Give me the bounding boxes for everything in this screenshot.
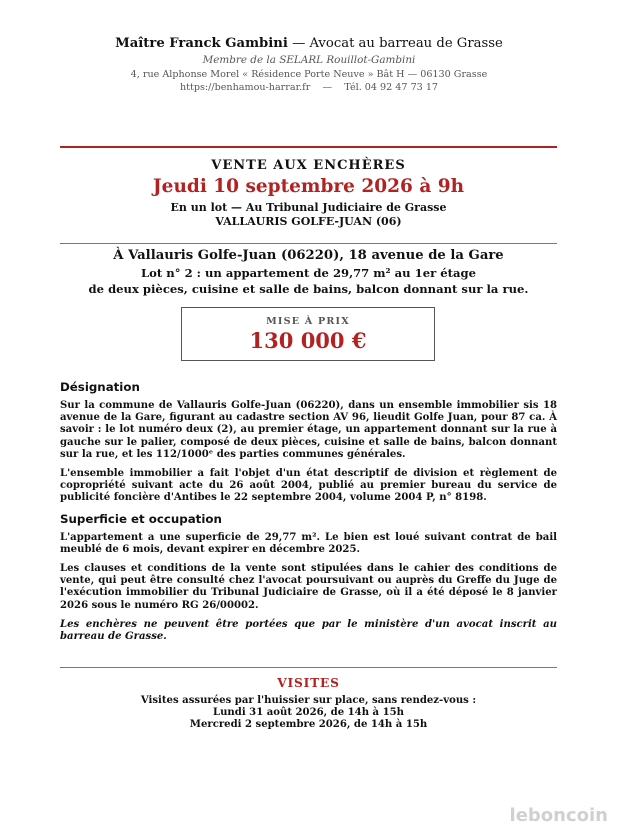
visits-block <box>60 676 557 732</box>
property-block <box>60 248 557 296</box>
office-address: 4, rue Alphonse Morel « Résidence Porte Neuve » Bât H — 06130 Grasse <box>130 69 488 80</box>
visits-intro: Visites assurées par l'huissier sur place, sans rendez-vous : <box>140 695 477 706</box>
letterhead <box>0 36 618 93</box>
website-link[interactable]: https://benhamou-harrar.fr <box>179 82 311 93</box>
visit-slot-1: Lundi 31 août 2026, de 14h à 15h <box>213 707 404 719</box>
occupation-paragraph-1: L'appartement a une superficie de 29,77 m². Le bien est loué suivant contrat de bail meublé de 6 mois, devant expirer en décembre 2025. <box>60 531 557 555</box>
lawyer-name: Maître Franck Gambini <box>115 36 288 51</box>
designation-heading: Désignation <box>60 380 140 394</box>
starting-price-box <box>181 307 435 361</box>
firm-membership: Membre de la SELARL Rouillot-Gambini <box>202 54 416 66</box>
contact-line <box>0 82 618 93</box>
header-divider <box>60 146 557 148</box>
document-body <box>60 380 557 650</box>
property-lot-line-1: Lot n° 2 : un appartement de 29,77 m² au 1er étage <box>141 266 476 280</box>
sale-block <box>60 158 557 228</box>
visits-divider <box>60 667 557 668</box>
starting-price-label: MISE À PRIX <box>266 316 350 327</box>
visit-slot-2: Mercredi 2 septembre 2026, de 14h à 15h <box>189 719 428 731</box>
visits-heading: VISITES <box>277 676 340 690</box>
designation-paragraph-1: Sur la commune de Vallauris Golfe-Juan (06220), dans un ensemble immobilier sis 18 avenue de la Gare, figurant au cadastre section AV 96, lieudit Golfe Juan, pour 87 ca. À savoir : le lot numéro deux (2), au premier étage, un appartement donnant sur la rue à gauche sur le palier, composé de deux pièces, cuisine et salle de bains, balcon donnant sur la rue, et les 112/1000ᵉ des parties communes générales. <box>60 400 557 460</box>
property-address: À Vallauris Golfe-Juan (06220), 18 avenue de la Gare <box>113 248 504 263</box>
sale-lot-line: En un lot — Au Tribunal Judiciaire de Grasse <box>170 201 447 214</box>
starting-price-value: 130 000 € <box>249 328 367 353</box>
lawyer-line <box>0 36 618 51</box>
sale-date: Jeudi 10 septembre 2026 à 9h <box>152 176 465 197</box>
property-lot-line-2: de deux pièces, cuisine et salle de bains, balcon donnant sur la rue. <box>88 282 529 296</box>
bidding-notice: Les enchères ne peuvent être portées que par le ministère d'un avocat inscrit au barreau de Grasse. <box>60 618 557 643</box>
watermark-logo: leboncoin <box>509 805 608 826</box>
sale-title: VENTE AUX ENCHÈRES <box>211 158 406 173</box>
lawyer-role: — Avocat au barreau de Grasse <box>292 36 503 51</box>
occupation-heading: Superficie et occupation <box>60 511 222 526</box>
conditions-paragraph: Les clauses et conditions de la vente sont stipulées dans le cahier des conditions de vente, qui peut être consulté chez l'avocat poursuivant ou auprès du Greffe du Juge de l'exécution immobilier du Tribunal Judiciaire de Grasse, où il a été déposé le 8 janvier 2026 sous le numéro RG 26/00002. <box>60 563 557 611</box>
designation-paragraph-2: L'ensemble immobilier a fait l'objet d'un état descriptif de division et règlement de copropriété suivant acte du 26 août 2004, publié au premier bureau du service de publicité foncière d'Antibes le 22 septembre 2004, volume 2004 P, n° 8198. <box>60 468 557 504</box>
section-divider <box>60 243 557 244</box>
contact-separator: — <box>322 82 333 93</box>
sale-court-line: VALLAURIS GOLFE-JUAN (06) <box>215 215 402 228</box>
phone-number: Tél. 04 92 47 73 17 <box>344 82 439 93</box>
